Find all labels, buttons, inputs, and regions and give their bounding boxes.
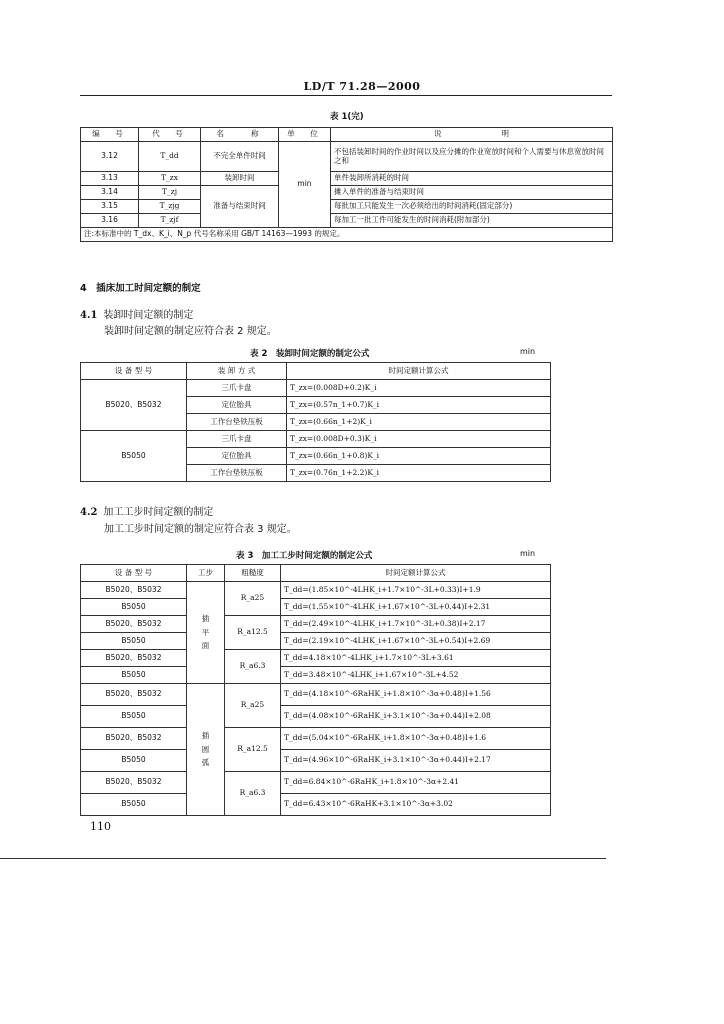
table3-cell-formula: T_dd=(4.08×10^-6RaHK_i+3.1×10^-3α+0.44)I+2.08: [281, 706, 551, 728]
table3-cell-formula: T_dd=(2.49×10^-4LHK_i+1.7×10^-3L+0.38)I+2.17: [281, 616, 551, 633]
table3-cell-rough: R_a12.5: [225, 616, 281, 650]
table2-cell-model: B5050: [81, 431, 187, 482]
table2-header-model: 设 备 型 号: [81, 363, 187, 380]
table-row: [81, 650, 551, 667]
table1: [80, 127, 613, 242]
table3-unit: min: [520, 549, 536, 558]
table-row: [81, 633, 551, 650]
table3-cell-formula: T_dd=(4.18×10^-6RaHK_i+1.8×10^-3α+0.48)I+1.56: [281, 684, 551, 706]
table-row: [81, 794, 551, 816]
section-4-2-title: [80, 503, 213, 518]
table3-cell-formula: T_dd=4.18×10^-4LHK_i+1.7×10^-3L+3.61: [281, 650, 551, 667]
section-4-title: 4 插床加工时间定额的制定: [80, 283, 201, 294]
table-row: [81, 200, 613, 214]
table3-cell-model: B5050: [81, 750, 187, 772]
table3-header-row: [81, 565, 551, 582]
table3-cell-rough: R_a25: [225, 684, 281, 728]
table3-cell-formula: T_dd=6.84×10^-6RaHK_i+1.8×10^-3α+2.41: [281, 772, 551, 794]
table3: [80, 564, 551, 816]
table-row: [81, 599, 551, 616]
table2-cell-formula: T_zx=(0.008D+0.3)K_i: [287, 431, 551, 448]
table3-cell-model: B5020、B5032: [81, 650, 187, 667]
section-4-2-para: 加工工步时间定额的制定应符合表 3 规定。: [104, 524, 297, 535]
table-row: [81, 172, 613, 186]
table2-cell-model: B5020、B5032: [81, 380, 187, 431]
table1-cell-desc: 不包括装卸时间的作业时间以及应分摊的作业宽放时间和个人需要与休息宽放时间之和: [331, 142, 613, 172]
table3-cell-formula: T_dd=(5.04×10^-6RaHK_i+1.8×10^-3α+0.48)I+1.6: [281, 728, 551, 750]
header-rule: [80, 95, 612, 96]
table1-cell-no: 3.16: [81, 214, 139, 228]
footer-rule: [0, 858, 606, 859]
table2-cell-method: 工作台垫铁压板: [187, 414, 287, 431]
table3-cell-model: B5020、B5032: [81, 728, 187, 750]
table-row: [81, 772, 551, 794]
table1-cell-code: T_zjg: [139, 200, 201, 214]
table1-header-name: 名 称: [201, 128, 279, 142]
table3-header-formula: 时间定额计算公式: [281, 565, 551, 582]
table2-unit: min: [520, 347, 536, 356]
table1-cell-unit: min: [279, 142, 331, 228]
section-4-1-num: 4.1: [80, 310, 98, 321]
table2-header-row: [81, 363, 551, 380]
table1-cell-merged-name: 准备与结束时间: [201, 186, 279, 228]
table-row: [81, 582, 551, 599]
table2-cell-method: 定位胎具: [187, 448, 287, 465]
table1-cell-no: 3.14: [81, 186, 139, 200]
table2-cell-method: 三爪卡盘: [187, 380, 287, 397]
table2-header-method: 装 卸 方 式: [187, 363, 287, 380]
table2-cell-formula: T_zx=(0.008D+0.2)K_i: [287, 380, 551, 397]
table2-cell-method: 定位胎具: [187, 397, 287, 414]
table1-header-no: 编 号: [81, 128, 139, 142]
table-row: [81, 186, 613, 200]
table1-cell-desc: 摊入单件的准备与结束时间: [331, 186, 613, 200]
table-row: [81, 214, 613, 228]
table3-cell-model: B5050: [81, 667, 187, 684]
table3-cell-rough: R_a12.5: [225, 728, 281, 772]
table3-cell-rough: R_a6.3: [225, 772, 281, 816]
table3-cell-rough: R_a6.3: [225, 650, 281, 684]
table2-caption: 表 2 装卸时间定额的制定公式: [250, 349, 370, 359]
table1-note: 注:本标准中的 T_dx、K_i、N_p 代号名称采用 GB/T 14163—1993 的规定。: [81, 228, 613, 242]
table3-cell-formula: T_dd=(1.85×10^-4LHK_i+1.7×10^-3L+0.33)I+1.9: [281, 582, 551, 599]
table1-cell-no: 3.13: [81, 172, 139, 186]
table-row: [81, 667, 551, 684]
table1-cell-no: 3.12: [81, 142, 139, 172]
table-row: [81, 706, 551, 728]
table1-cell-desc: 每加工一批工件可能发生的时间消耗(附加部分): [331, 214, 613, 228]
table1-cell-code: T_dd: [139, 142, 201, 172]
table3-header-step: 工步: [187, 565, 225, 582]
table3-cell-model: B5050: [81, 633, 187, 650]
table3-cell-model: B5020、B5032: [81, 772, 187, 794]
table2-cell-method: 三爪卡盘: [187, 431, 287, 448]
table3-cell-model: B5020、B5032: [81, 616, 187, 633]
section-4-1-para: 装卸时间定额的制定应符合表 2 规定。: [104, 326, 277, 337]
table2-cell-formula: T_zx=(0.76n_1+2.2)K_i: [287, 465, 551, 482]
table3-header-model: 设 备 型 号: [81, 565, 187, 582]
table3-cell-formula: T_dd=(1.55×10^-4LHK_i+1.67×10^-3L+0.44)I+2.31: [281, 599, 551, 616]
table3-step-plane-text: 插平面: [201, 614, 210, 651]
table1-header-row: [81, 128, 613, 142]
table3-cell-formula: T_dd=6.43×10^-6RaHK+3.1×10^-3α+3.02: [281, 794, 551, 816]
table2-cell-method: 工作台垫铁压板: [187, 465, 287, 482]
table-row: [81, 684, 551, 706]
table2-header-formula: 时间定额计算公式: [287, 363, 551, 380]
table1-note-row: [81, 228, 613, 242]
table1-header-code: 代 号: [139, 128, 201, 142]
section-4-1-text: 装卸时间定额的制定: [103, 310, 194, 321]
table2-cell-formula: T_zx=(0.66n_1+0.8)K_i: [287, 448, 551, 465]
table2-cell-formula: T_zx=(0.57n_1+0.7)K_i: [287, 397, 551, 414]
table3-cell-step-arc: [187, 684, 225, 816]
table3-cell-model: B5020、B5032: [81, 582, 187, 599]
table3-cell-rough: R_a25: [225, 582, 281, 616]
table3-cell-model: B5050: [81, 706, 187, 728]
table1-cell-no: 3.15: [81, 200, 139, 214]
section-4-1-title: [80, 306, 193, 321]
table2: [80, 362, 551, 482]
table2-cell-formula: T_zx=(0.66n_1+2)K_i: [287, 414, 551, 431]
table3-cell-formula: T_dd=3.48×10^-4LHK_i+1.67×10^-3L+4.52: [281, 667, 551, 684]
table1-header-unit: 单 位: [279, 128, 331, 142]
table3-cell-model: B5020、B5032: [81, 684, 187, 706]
table-row: [81, 750, 551, 772]
table3-cell-model: B5050: [81, 794, 187, 816]
table1-cell-code: T_zx: [139, 172, 201, 186]
section-4-2-text: 加工工步时间定额的制定: [103, 507, 214, 518]
table-row: [81, 431, 551, 448]
table3-step-arc-text: 插圆弧: [201, 731, 210, 768]
table1-cell-code: T_zj: [139, 186, 201, 200]
table-row: [81, 616, 551, 633]
table1-cell-name: 不完全单件时间: [201, 142, 279, 172]
table1-cell-desc: 单件装卸所消耗的时间: [331, 172, 613, 186]
table3-header-rough: 粗糙度: [225, 565, 281, 582]
table3-cell-model: B5050: [81, 599, 187, 616]
table3-cell-step-plane: [187, 582, 225, 684]
table-row: [81, 142, 613, 172]
table3-cell-formula: T_dd=(2.19×10^-4LHK_i+1.67×10^-3L+0.54)I+2.69: [281, 633, 551, 650]
table-row: [81, 380, 551, 397]
document-header: LD/T 71.28—2000: [303, 80, 421, 93]
table1-cell-name: 装卸时间: [201, 172, 279, 186]
table-row: [81, 728, 551, 750]
table1-caption: 表 1(完): [330, 112, 364, 122]
table1-header-desc: 说 明: [331, 128, 613, 142]
table3-cell-formula: T_dd=(4.96×10^-6RaHK_i+3.1×10^-3α+0.44)I+2.17: [281, 750, 551, 772]
section-4-2-num: 4.2: [80, 507, 98, 518]
page-number: 110: [90, 820, 111, 833]
table1-cell-desc: 每批加工只能发生一次必须给出的时间消耗(固定部分): [331, 200, 613, 214]
table1-cell-code: T_zjf: [139, 214, 201, 228]
table3-caption: 表 3 加工工步时间定额的制定公式: [236, 551, 373, 561]
